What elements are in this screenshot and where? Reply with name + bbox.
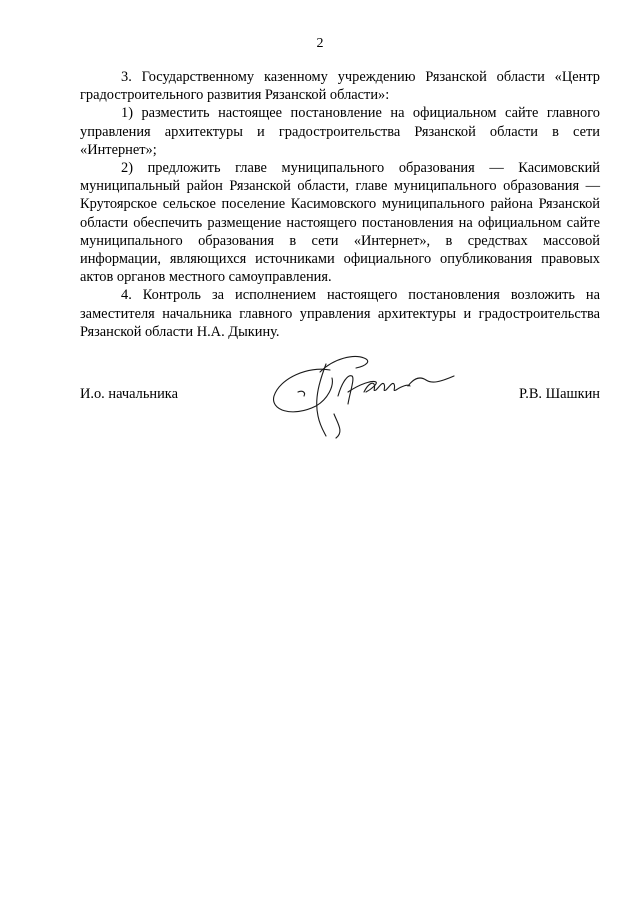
paragraph-3-1: 1) разместить настоящее постановление на официальном сайте главного управления архитектуры и градостроительства Рязанской области в сети «Интернет»; — [80, 105, 600, 158]
paragraph-3-2: 2) предложить главе муниципального образования — Касимовский муниципальный район Рязанской области, главе муниципального образования — Крутоярское сельское поселение Касимовского муниципального района Рязанской области обеспечить размещение настоящего постановления на официальном сайте муниципального образования в сети «Интернет», в средствах массовой информации, являющихся источниками официального опубликования правовых актов органов местного самоуправления. — [80, 160, 600, 286]
document-body — [80, 68, 600, 341]
signatory-name: Р.В. Шашкин — [519, 386, 600, 402]
signatory-title: И.о. начальника — [80, 386, 178, 402]
paragraph-4: 4. Контроль за исполнением настоящего постановления возложить на заместителя начальника главного управления архитектуры и градостроительства Рязанской области Н.А. Дыкину. — [80, 287, 600, 340]
page-number: 2 — [316, 36, 324, 51]
paragraph-3: 3. Государственному казенному учреждению Рязанской области «Центр градостроительного развития Рязанской области»: — [80, 69, 600, 104]
handwritten-signature — [268, 352, 468, 442]
